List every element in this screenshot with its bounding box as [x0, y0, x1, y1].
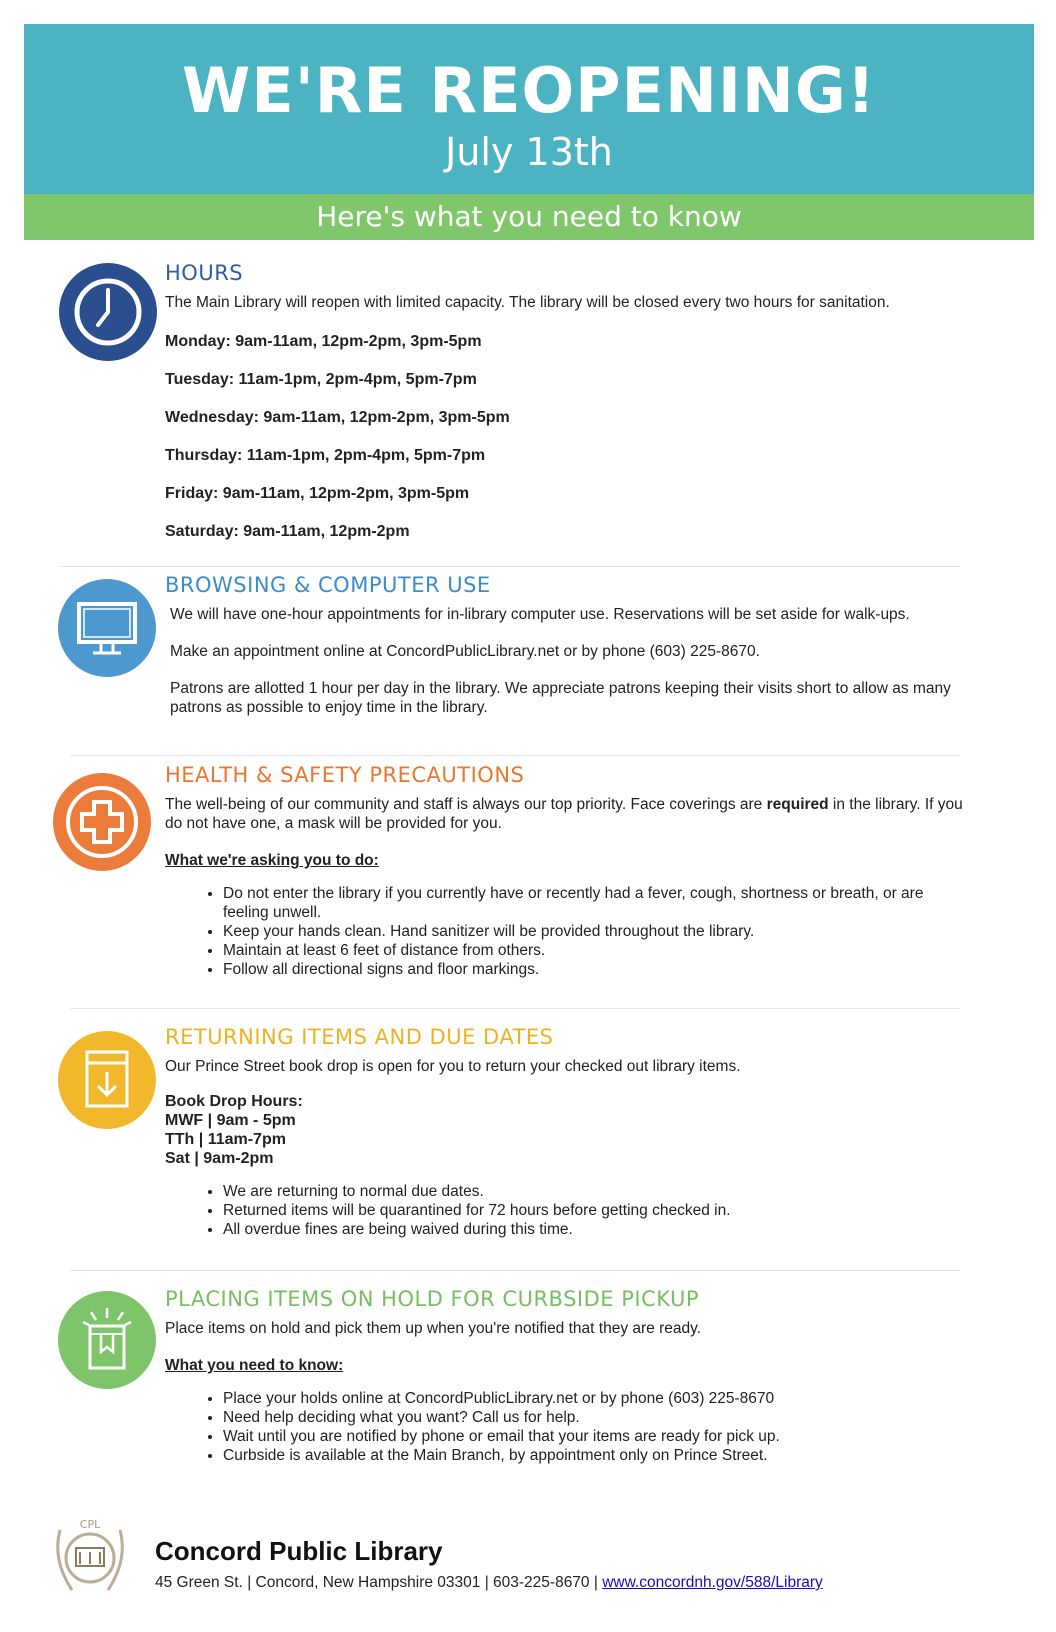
hours-intro: The Main Library will reopen with limited capacity. The library will be closed every two hours for sanitation.	[165, 294, 890, 311]
list-item: • Need help deciding what you want? Call us for help.	[223, 1408, 1005, 1427]
list-item: • Place your holds online at ConcordPublicLibrary.net or by phone (603) 225-8670	[223, 1389, 1005, 1408]
list-item: • Keep your hands clean. Hand sanitizer will be provided throughout the library.	[223, 922, 963, 941]
returning-intro: Our Prince Street book drop is open for you to return your checked out library items.	[165, 1058, 741, 1075]
book-bookmark-icon	[57, 1290, 157, 1390]
website-link[interactable]: www.concordnh.gov/588/Library	[602, 1574, 823, 1591]
book-drop-icon	[57, 1030, 157, 1130]
health-intro-text: The well-being of our community and staff is always our top priority. Face coverings are	[165, 796, 767, 813]
list-item: • Maintain at least 6 feet of distance from others.	[223, 941, 963, 960]
returning-heading: RETURNING ITEMS AND DUE DATES	[165, 1025, 554, 1049]
health-heading: HEALTH & SAFETY PRECAUTIONS	[165, 763, 525, 787]
returning-list	[165, 1182, 995, 1239]
list-item: • All overdue fines are being waived during this time.	[223, 1220, 995, 1239]
library-address	[155, 1574, 823, 1592]
monitor-icon	[57, 578, 157, 678]
divider	[70, 1008, 960, 1009]
medical-cross-icon	[52, 772, 152, 872]
browsing-heading: BROWSING & COMPUTER USE	[165, 573, 491, 597]
holds-list	[165, 1389, 1005, 1465]
page-title: WE'RE REOPENING!	[181, 54, 876, 127]
list-item: • Do not enter the library if you currently have or recently had a fever, cough, shortness or breath, or are feeling unwell.	[223, 884, 963, 922]
library-name: Concord Public Library	[155, 1536, 443, 1566]
hours-friday: Friday: 9am-11am, 12pm-2pm, 3pm-5pm	[165, 485, 470, 502]
reopening-date: July 13th	[445, 130, 613, 174]
browsing-paragraph: We will have one-hour appointments for in-library computer use. Reservations will be set aside for walk-ups.	[170, 606, 910, 623]
hours-tuesday: Tuesday: 11am-1pm, 2pm-4pm, 5pm-7pm	[165, 371, 477, 388]
book-drop-hours-line: MWF | 9am - 5pm	[165, 1112, 296, 1129]
holds-heading: PLACING ITEMS ON HOLD FOR CURBSIDE PICKUP	[165, 1287, 699, 1311]
health-intro-emphasis: required	[766, 796, 829, 813]
list-item: • Curbside is available at the Main Branch, by appointment only on Prince Street.	[223, 1446, 1005, 1465]
divider	[70, 1270, 960, 1271]
book-drop-hours-line: TTh | 11am-7pm	[165, 1131, 286, 1148]
divider	[60, 566, 960, 567]
list-item: • We are returning to normal due dates.	[223, 1182, 995, 1201]
hours-heading: HOURS	[165, 261, 244, 285]
hours-monday: Monday: 9am-11am, 12pm-2pm, 3pm-5pm	[165, 333, 482, 350]
book-drop-hours-line: Sat | 9am-2pm	[165, 1150, 274, 1167]
health-intro-text: in the library. If you do not have one, a mask will be provided for you.	[165, 796, 963, 832]
book-drop-hours	[165, 1092, 995, 1168]
browsing-paragraph: Make an appointment online at ConcordPublicLibrary.net or by phone (603) 225-8670.	[170, 643, 760, 660]
browsing-paragraph: Patrons are allotted 1 hour per day in the library. We appreciate patrons keeping their visits short to allow as many patrons as possible to enjoy time in the library.	[170, 680, 951, 716]
subtitle-bar: Here's what you need to know	[24, 194, 1034, 240]
library-logo	[50, 1510, 130, 1600]
book-drop-hours-title: Book Drop Hours:	[165, 1093, 303, 1110]
list-item: • Returned items will be quarantined for 72 hours before getting checked in.	[223, 1201, 995, 1220]
holds-list-heading: What you need to know:	[165, 1357, 344, 1374]
logo-text: CPL	[79, 1518, 101, 1531]
health-list-heading: What we're asking you to do:	[165, 852, 379, 869]
health-list	[165, 884, 963, 979]
address-text: 45 Green St. | Concord, New Hampshire 03301 | 603-225-8670 |	[155, 1574, 603, 1591]
hours-saturday: Saturday: 9am-11am, 12pm-2pm	[165, 523, 410, 540]
list-item: • Follow all directional signs and floor markings.	[223, 960, 963, 979]
health-intro	[165, 795, 975, 833]
header-banner	[24, 24, 1034, 194]
list-item: • Wait until you are notified by phone or email that your items are ready for pick up.	[223, 1427, 1005, 1446]
clock-icon	[58, 262, 158, 362]
hours-thursday: Thursday: 11am-1pm, 2pm-4pm, 5pm-7pm	[165, 447, 486, 464]
holds-intro: Place items on hold and pick them up when you're notified that they are ready.	[165, 1320, 702, 1337]
divider	[70, 755, 960, 756]
hours-wednesday: Wednesday: 9am-11am, 12pm-2pm, 3pm-5pm	[165, 409, 510, 426]
